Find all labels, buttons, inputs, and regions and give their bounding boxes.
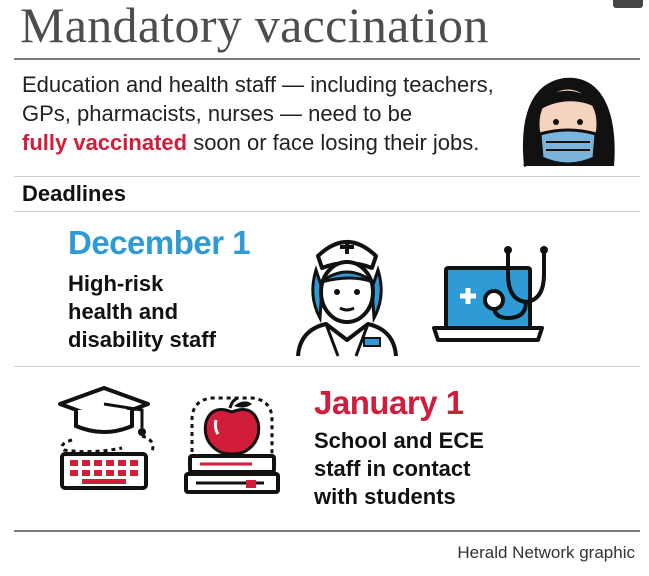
deadlines-heading: Deadlines xyxy=(22,181,126,206)
deadline-date-1: December 1 xyxy=(68,224,251,261)
intro-line-3 xyxy=(22,128,522,157)
deadlines-divider xyxy=(14,211,640,212)
title-divider xyxy=(14,58,640,60)
apple-books-icon xyxy=(182,390,282,496)
deadline-desc-2 xyxy=(314,427,484,511)
intro-line-2: GPs, pharmacists, nurses — need to be xyxy=(22,101,413,126)
intro-text xyxy=(22,70,522,157)
deadline-desc-2-line: with students xyxy=(314,484,456,509)
deadline-desc-1 xyxy=(68,270,216,354)
intro-line-1: Education and health staff — including teachers, xyxy=(22,72,494,97)
nurse-icon xyxy=(292,226,402,358)
footer-divider xyxy=(14,530,640,532)
deadline-desc-1-line: health and xyxy=(68,299,179,324)
page-title: Mandatory vaccination xyxy=(20,0,489,53)
intro-line-3-rest: soon or face losing their jobs. xyxy=(187,130,480,155)
deadline-desc-2-line: School and ECE xyxy=(314,428,484,453)
masked-woman-icon xyxy=(514,66,624,172)
intro-divider xyxy=(14,176,640,177)
deadline-desc-1-line: High-risk xyxy=(68,271,164,296)
intro-highlight: fully vaccinated xyxy=(22,130,188,155)
deadline-date-2: January 1 xyxy=(314,384,464,421)
graduation-keyboard-icon xyxy=(52,384,170,494)
credit-text: Herald Network graphic xyxy=(457,543,635,562)
corner-tab xyxy=(613,0,643,8)
laptop-stethoscope-icon xyxy=(434,244,556,348)
deadline-desc-1-line: disability staff xyxy=(68,327,216,352)
deadline-desc-2-line: staff in contact xyxy=(314,456,471,481)
deadline-divider xyxy=(14,366,640,367)
